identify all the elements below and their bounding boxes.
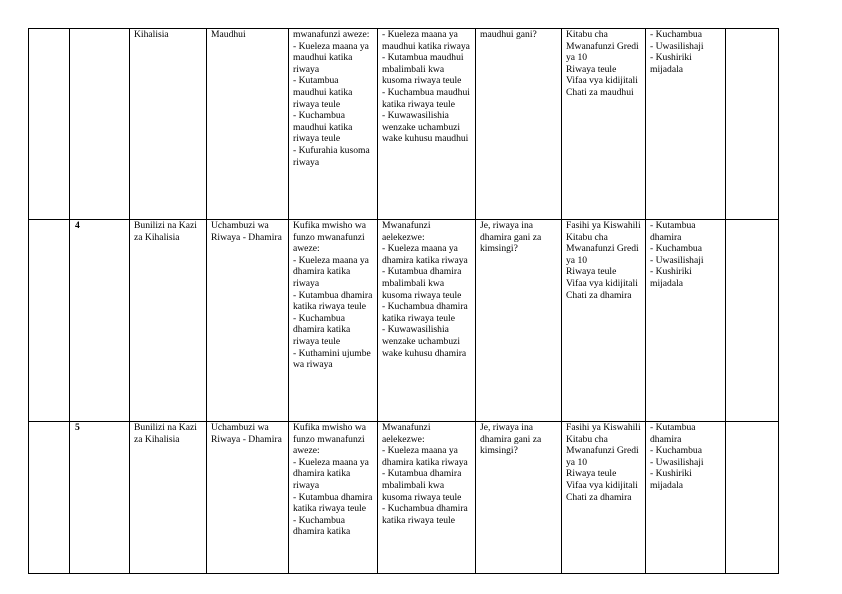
cell-text: - Uwasilishaji <box>650 254 704 266</box>
assessment-cell <box>646 29 726 220</box>
resources-cell <box>562 29 646 220</box>
cell-text: Chati za dhamira <box>566 491 632 503</box>
cell-text: - Kueleza maana ya maudhui katika riwaya <box>293 40 372 75</box>
cell-text: Bunilizi na Kazi za Kihalisia <box>134 220 200 243</box>
cell-text: - Kuchambua maudhui katika riwaya teule <box>382 86 473 110</box>
cell-text: Kufika mwisho wa funzo mwanafunzi aweze: <box>293 220 369 255</box>
cell-text: - Kutambua dhamira mbalimbali kwa kusoma riwaya teule <box>382 468 464 503</box>
cell-text: Kitabu cha Mwanafunzi Gredi ya 10 <box>566 29 642 64</box>
table-row <box>29 29 779 220</box>
remarks-cell <box>726 29 779 220</box>
assessment-cell <box>646 422 726 574</box>
cell-text: - Kushiriki mijadala <box>650 468 695 491</box>
resources-cell <box>562 422 646 574</box>
cell-text: - Kutambua maudhui katika riwaya teule <box>293 75 355 110</box>
cell-text: - Kutambua dhamira <box>650 220 698 243</box>
cell-text: Vifaa vya kidijitali <box>566 277 638 289</box>
lesson-number-cell <box>70 220 130 422</box>
cell-text: Kufika mwisho wa funzo mwanafunzi aweze: <box>293 422 369 457</box>
table-row <box>29 220 779 422</box>
learning-experiences-cell <box>378 220 476 422</box>
key-inquiry-cell <box>476 422 562 574</box>
blank-cell <box>29 29 70 220</box>
blank-cell <box>29 220 70 422</box>
cell-text: Vifaa vya kidijitali <box>566 479 638 491</box>
cell-text: - Kufurahia kusoma riwaya <box>293 144 373 168</box>
cell-text: Bunilizi na Kazi za Kihalisia <box>134 422 200 445</box>
outcomes-cell <box>289 422 378 574</box>
cell-text: mwanafunzi aweze: <box>293 29 370 40</box>
table-row <box>29 422 779 574</box>
cell-text: - Kuthamini ujumbe wa riwaya <box>293 347 374 371</box>
cell-text: - Kuchambua dhamira katika <box>293 514 351 538</box>
cell-text: - Kuchambua dhamira katika riwaya teule <box>382 503 471 526</box>
cell-text: Je, riwaya ina dhamira gani za kimsingi? <box>480 422 544 457</box>
cell-text: Uchambuzi wa Riwaya - Dhamira <box>211 422 282 445</box>
cell-text: Riwaya teule <box>566 468 617 480</box>
cell-text: - Kuwawasilishia wenzake uchambuzi wake kuhusu maudhui <box>382 110 469 145</box>
cell-text: Fasihi ya Kiswahili <box>566 422 641 433</box>
cell-text: Chati za dhamira <box>566 289 632 301</box>
cell-text: - Kutambua dhamira mbalimbali kwa kusoma riwaya teule <box>382 266 464 301</box>
cell-text: Uchambuzi wa Riwaya - Dhamira <box>211 220 282 243</box>
cell-text: - Kuwawasilishia wenzake uchambuzi wake kuhusu dhamira <box>382 324 467 359</box>
assessment-cell <box>646 220 726 422</box>
remarks-cell <box>726 422 779 574</box>
cell-text: - Kueleza maana ya dhamira katika riwaya <box>382 445 468 468</box>
cell-text: 4 <box>75 220 80 231</box>
table-body <box>29 29 779 574</box>
cell-text: Mwanafunzi aelekezwe: <box>382 422 433 445</box>
lesson-number-cell <box>70 29 130 220</box>
cell-text: - Kueleza maana ya maudhui katika riwaya <box>382 29 470 52</box>
sub-strand-cell <box>207 220 289 422</box>
cell-text: Kitabu cha Mwanafunzi Gredi ya 10 <box>566 433 642 468</box>
cell-text: - Kuchambua <box>650 445 702 457</box>
strand-cell <box>130 422 207 574</box>
learning-experiences-cell <box>378 29 476 220</box>
cell-text: - Kuchambua <box>650 29 702 40</box>
key-inquiry-cell <box>476 220 562 422</box>
strand-cell <box>130 220 207 422</box>
cell-text: - Kuchambua dhamira katika riwaya teule <box>293 312 353 347</box>
cell-text: Chati za maudhui <box>566 86 634 98</box>
cell-text: maudhui gani? <box>480 29 537 40</box>
scheme-of-work-table <box>28 28 779 574</box>
cell-text: Vifaa vya kidijitali <box>566 75 638 87</box>
cell-text: - Kutambua dhamira katika riwaya teule <box>293 289 375 313</box>
cell-text: Kihalisia <box>134 29 169 40</box>
cell-text: - Uwasilishaji <box>650 456 704 468</box>
cell-text: Fasihi ya Kiswahili <box>566 220 641 231</box>
learning-experiences-cell <box>378 422 476 574</box>
resources-cell <box>562 220 646 422</box>
cell-text: Maudhui <box>211 29 246 40</box>
sub-strand-cell <box>207 422 289 574</box>
cell-text: - Kuchambua maudhui katika riwaya teule <box>293 110 355 145</box>
cell-text: Riwaya teule <box>566 266 617 278</box>
cell-text: - Kuchambua dhamira katika riwaya teule <box>382 301 471 324</box>
outcomes-cell <box>289 220 378 422</box>
key-inquiry-cell <box>476 29 562 220</box>
strand-cell <box>130 29 207 220</box>
cell-text: Je, riwaya ina dhamira gani za kimsingi? <box>480 220 544 255</box>
cell-text: - Kutambua dhamira katika riwaya teule <box>293 491 375 515</box>
cell-text: - Kutambua dhamira <box>650 422 698 445</box>
cell-text: - Kueleza maana ya dhamira katika riwaya <box>382 243 468 266</box>
remarks-cell <box>726 220 779 422</box>
cell-text: - Kueleza maana ya dhamira katika riwaya <box>293 254 372 289</box>
cell-text: Riwaya teule <box>566 63 617 75</box>
cell-text: - Kutambua maudhui mbalimbali kwa kusoma riwaya teule <box>382 52 466 87</box>
cell-text: - Kushiriki mijadala <box>650 266 695 289</box>
lesson-number-cell <box>70 422 130 574</box>
cell-text: Kitabu cha Mwanafunzi Gredi ya 10 <box>566 231 642 266</box>
cell-text: - Kueleza maana ya dhamira katika riwaya <box>293 456 372 491</box>
cell-text: - Uwasilishaji <box>650 40 704 52</box>
cell-text: - Kushiriki mijadala <box>650 52 695 75</box>
outcomes-cell <box>289 29 378 220</box>
cell-text: Mwanafunzi aelekezwe: <box>382 220 433 243</box>
cell-text: - Kuchambua <box>650 243 702 255</box>
cell-text: 5 <box>75 422 80 433</box>
blank-cell <box>29 422 70 574</box>
sub-strand-cell <box>207 29 289 220</box>
